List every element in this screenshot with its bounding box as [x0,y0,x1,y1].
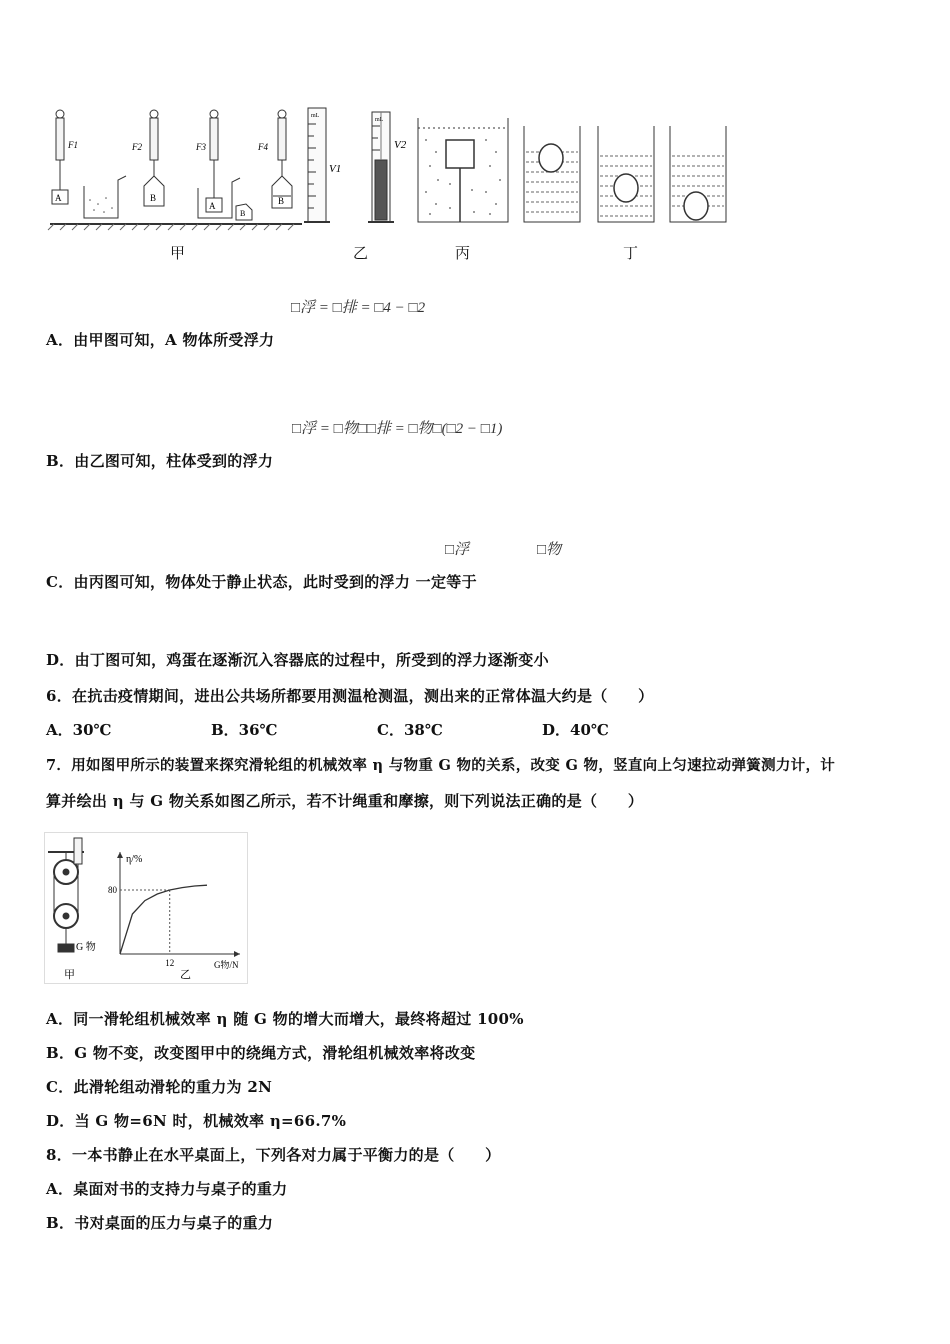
q6-stem: 6．在抗击疫情期间，进出公共场所都要用测温枪测温，测出来的正常体温大约是（ ） [46,687,654,705]
caption-bing: 丙 [455,244,471,262]
q5-option-c: C．由丙图可知，物体处于静止状态，此时受到的浮力 一定等于 [46,573,477,591]
measuring-cylinder-2 [368,112,394,222]
ml-label-2: mL [375,117,384,123]
spring-scale-1 [52,110,68,204]
pulley-g-label: G 物 [76,942,96,953]
egg-3 [684,192,708,220]
q6-option-a: A．30℃ [46,721,112,739]
y-axis-label: η/% [126,854,143,865]
q8-option-b: B．书对桌面的压力与桌子的重力 [46,1214,274,1232]
q7-option-c: C．此滑轮组动滑轮的重力为 2N [46,1078,273,1096]
v2-label: V2 [394,139,407,151]
q7-stem-line1: 7．用如图甲所示的装置来探究滑轮组的机械效率 η 与物重 G 物的关系，改变 G 物，竖直向上匀速拉动弹簧测力计，计 [46,757,836,774]
tank-with-block [418,118,508,222]
y-tick-label-80: 80 [108,885,117,895]
ml-label-1: mL [311,113,320,119]
q8-stem: 8．一本书静止在水平桌面上，下列各对力属于平衡力的是（ ） [46,1146,501,1164]
overflow-cup-1 [84,176,126,218]
caption-yi-2: 乙 [180,969,191,981]
formula-b: □浮 = □物□□排 = □物□(□2 − □1) [292,421,503,437]
caption-jia: 甲 [170,244,186,262]
beaker-b3-label: B [278,196,285,206]
q8-option-a: A．桌面对书的支持力与桌子的重力 [46,1180,288,1198]
caption-jia-2: 甲 [64,969,75,981]
q5-option-b: B．由乙图可知，柱体受到的浮力 [46,452,274,470]
formula-c-weight: □物 [537,542,562,558]
caption-ding: 丁 [623,244,639,262]
measuring-cylinder-1 [304,108,330,222]
formula-a: □浮 = □排 = □4 − □2 [291,300,426,316]
f4-label: F4 [258,142,268,152]
q7-stem-line2: 算并绘出 η 与 G 物关系如图乙所示，若不计绳重和摩擦，则下列说法正确的是（ ） [46,792,644,810]
q5-option-a: A．由甲图可知，A 物体所受浮力 [46,331,275,349]
f1-label: F1 [68,140,78,150]
block-a2-label: A [209,201,216,211]
f3-label: F3 [196,142,206,152]
egg-1 [539,144,563,172]
q5-option-d: D．由丁图可知，鸡蛋在逐渐沉入容器底的过程中，所受到的浮力逐渐变小 [46,651,549,669]
x-axis-label: G物/N [214,960,239,970]
x-tick-label-12: 12 [165,958,175,968]
caption-yi: 乙 [353,244,369,262]
f2-label: F2 [132,142,142,152]
buoyancy-figure [46,100,746,270]
egg-2 [614,174,638,202]
formula-c-buoyancy: □浮 [445,542,470,558]
beaker-b-label: B [150,193,157,203]
q6-option-c: C．38℃ [377,721,443,739]
beaker-b2-label: B [240,209,246,218]
q6-option-d: D．40℃ [542,721,609,739]
q7-option-a: A．同一滑轮组机械效率 η 随 G 物的增大而增大，最终将超过 100% [46,1010,524,1028]
block-a-label: A [55,193,62,203]
egg-beaker-1 [524,126,580,222]
pulley-efficiency-figure [44,832,248,984]
q7-option-b: B．G 物不变，改变图甲中的绕绳方式，滑轮组机械效率将改变 [46,1044,476,1062]
q6-option-b: B．36℃ [211,721,278,739]
q7-option-d: D．当 G 物=6N 时，机械效率 η=66.7% [46,1112,347,1130]
v1-label: V1 [329,163,342,175]
